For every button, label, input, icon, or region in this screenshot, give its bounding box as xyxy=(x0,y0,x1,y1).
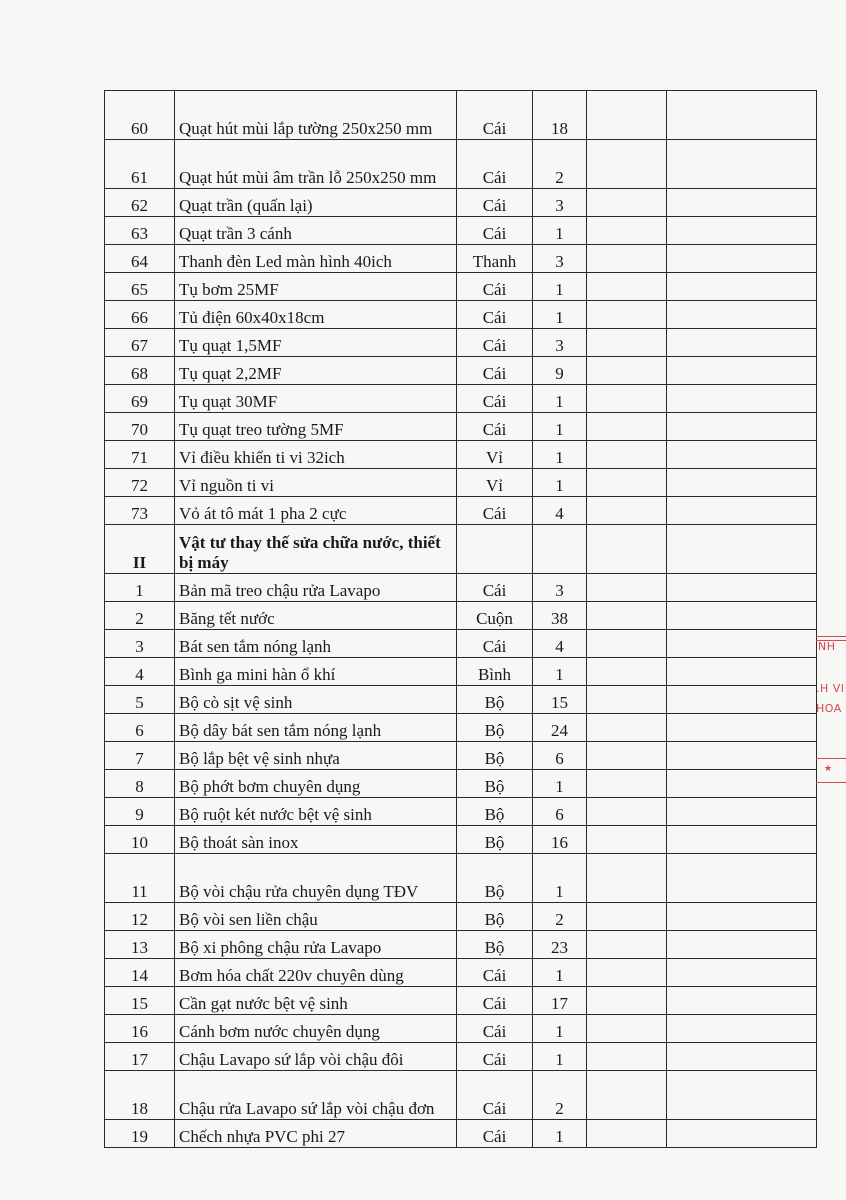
item-quantity: 1 xyxy=(533,1015,587,1043)
row-number: 6 xyxy=(105,714,175,742)
table-row xyxy=(105,630,817,658)
item-name: Bình ga mini hàn ổ khí xyxy=(175,658,457,686)
table-row xyxy=(105,140,817,189)
item-name: Bộ dây bát sen tắm nóng lạnh xyxy=(175,714,457,742)
item-quantity: 4 xyxy=(533,630,587,658)
table-row xyxy=(105,826,817,854)
row-number: 62 xyxy=(105,189,175,217)
item-unit: Bình xyxy=(457,658,533,686)
item-name: Bộ xi phông chậu rửa Lavapo xyxy=(175,931,457,959)
table-row xyxy=(105,385,817,413)
empty-cell xyxy=(587,413,667,441)
row-number: 13 xyxy=(105,931,175,959)
item-unit: Cái xyxy=(457,385,533,413)
empty-cell xyxy=(587,385,667,413)
item-unit: Cuộn xyxy=(457,602,533,630)
empty-cell xyxy=(587,987,667,1015)
table-row xyxy=(105,903,817,931)
item-unit: Cái xyxy=(457,189,533,217)
item-unit: Bộ xyxy=(457,826,533,854)
empty-cell xyxy=(587,1120,667,1148)
row-number: 65 xyxy=(105,273,175,301)
empty-cell xyxy=(587,770,667,798)
item-quantity: 24 xyxy=(533,714,587,742)
item-name: Quạt trần 3 cánh xyxy=(175,217,457,245)
row-number: 7 xyxy=(105,742,175,770)
table-row xyxy=(105,959,817,987)
item-name: Bản mã treo chậu rửa Lavapo xyxy=(175,574,457,602)
table-row xyxy=(105,574,817,602)
materials-table-body xyxy=(105,91,817,1148)
item-quantity: 3 xyxy=(533,574,587,602)
row-number: II xyxy=(105,525,175,574)
row-number: 4 xyxy=(105,658,175,686)
item-unit: Bộ xyxy=(457,798,533,826)
table-row xyxy=(105,189,817,217)
empty-cell xyxy=(667,140,817,189)
table-row xyxy=(105,658,817,686)
row-number: 11 xyxy=(105,854,175,903)
empty-cell xyxy=(587,91,667,140)
empty-cell xyxy=(587,931,667,959)
item-quantity: 6 xyxy=(533,798,587,826)
empty-cell xyxy=(587,497,667,525)
item-quantity: 1 xyxy=(533,441,587,469)
item-name: Bộ cò sịt vệ sinh xyxy=(175,686,457,714)
item-unit: Cái xyxy=(457,140,533,189)
table-row xyxy=(105,1071,817,1120)
item-name: Bộ phớt bơm chuyên dụng xyxy=(175,770,457,798)
item-unit: Bộ xyxy=(457,770,533,798)
row-number: 64 xyxy=(105,245,175,273)
empty-cell xyxy=(667,385,817,413)
item-quantity: 16 xyxy=(533,826,587,854)
item-name: Cánh bơm nước chuyên dụng xyxy=(175,1015,457,1043)
row-number: 16 xyxy=(105,1015,175,1043)
item-quantity: 1 xyxy=(533,413,587,441)
empty-cell xyxy=(667,91,817,140)
empty-cell xyxy=(667,686,817,714)
item-name: Quạt hút mùi lắp tường 250x250 mm xyxy=(175,91,457,140)
empty-cell xyxy=(587,686,667,714)
item-quantity: 17 xyxy=(533,987,587,1015)
empty-cell xyxy=(587,714,667,742)
table-row xyxy=(105,273,817,301)
row-number: 12 xyxy=(105,903,175,931)
empty-cell xyxy=(667,903,817,931)
table-row xyxy=(105,91,817,140)
empty-cell xyxy=(587,469,667,497)
empty-cell xyxy=(667,714,817,742)
row-number: 66 xyxy=(105,301,175,329)
item-unit: Cái xyxy=(457,959,533,987)
row-number: 19 xyxy=(105,1120,175,1148)
empty-cell xyxy=(587,826,667,854)
item-unit: Vỉ xyxy=(457,441,533,469)
empty-cell xyxy=(587,357,667,385)
item-name: Vật tư thay thế sửa chữa nước, thiết bị máy xyxy=(175,525,457,574)
row-number: 63 xyxy=(105,217,175,245)
item-quantity: 18 xyxy=(533,91,587,140)
item-name: Vỉ điều khiển ti vi 32ich xyxy=(175,441,457,469)
item-name: Thanh đèn Led màn hình 40ich xyxy=(175,245,457,273)
empty-cell xyxy=(667,602,817,630)
red-stamp-fragment xyxy=(806,630,845,800)
item-name: Chậu Lavapo sứ lắp vòi chậu đôi xyxy=(175,1043,457,1071)
item-name: Tụ bơm 25MF xyxy=(175,273,457,301)
item-unit xyxy=(457,525,533,574)
item-name: Tụ quạt 2,2MF xyxy=(175,357,457,385)
item-quantity: 1 xyxy=(533,959,587,987)
item-name: Quạt trần (quấn lại) xyxy=(175,189,457,217)
empty-cell xyxy=(587,525,667,574)
empty-cell xyxy=(667,1043,817,1071)
item-unit: Cái xyxy=(457,357,533,385)
table-row xyxy=(105,602,817,630)
row-number: 5 xyxy=(105,686,175,714)
item-name: Bộ vòi sen liền chậu xyxy=(175,903,457,931)
item-unit: Cái xyxy=(457,91,533,140)
empty-cell xyxy=(667,329,817,357)
item-quantity: 2 xyxy=(533,1071,587,1120)
item-quantity: 3 xyxy=(533,245,587,273)
item-unit: Cái xyxy=(457,329,533,357)
empty-cell xyxy=(587,574,667,602)
row-number: 9 xyxy=(105,798,175,826)
empty-cell xyxy=(667,854,817,903)
empty-cell xyxy=(667,413,817,441)
empty-cell xyxy=(587,959,667,987)
empty-cell xyxy=(667,497,817,525)
item-quantity: 1 xyxy=(533,854,587,903)
table-row xyxy=(105,357,817,385)
table-row xyxy=(105,798,817,826)
table-row xyxy=(105,329,817,357)
section-row xyxy=(105,525,817,574)
empty-cell xyxy=(587,329,667,357)
empty-cell xyxy=(587,1043,667,1071)
empty-cell xyxy=(667,469,817,497)
empty-cell xyxy=(667,931,817,959)
item-unit: Thanh xyxy=(457,245,533,273)
table-row xyxy=(105,497,817,525)
item-unit: Cái xyxy=(457,497,533,525)
item-quantity: 1 xyxy=(533,273,587,301)
row-number: 14 xyxy=(105,959,175,987)
empty-cell xyxy=(667,798,817,826)
item-unit: Cái xyxy=(457,1015,533,1043)
table-row xyxy=(105,441,817,469)
empty-cell xyxy=(587,1071,667,1120)
empty-cell xyxy=(587,273,667,301)
row-number: 8 xyxy=(105,770,175,798)
item-quantity: 1 xyxy=(533,469,587,497)
empty-cell xyxy=(667,217,817,245)
table-row xyxy=(105,1015,817,1043)
table-row xyxy=(105,217,817,245)
empty-cell xyxy=(667,525,817,574)
item-quantity: 2 xyxy=(533,140,587,189)
row-number: 69 xyxy=(105,385,175,413)
empty-cell xyxy=(587,189,667,217)
item-quantity: 1 xyxy=(533,217,587,245)
row-number: 68 xyxy=(105,357,175,385)
empty-cell xyxy=(587,854,667,903)
empty-cell xyxy=(587,742,667,770)
empty-cell xyxy=(667,245,817,273)
empty-cell xyxy=(667,770,817,798)
table-row xyxy=(105,714,817,742)
empty-cell xyxy=(667,826,817,854)
item-quantity: 3 xyxy=(533,329,587,357)
item-quantity: 1 xyxy=(533,658,587,686)
item-unit: Bộ xyxy=(457,903,533,931)
item-name: Vỉ nguồn ti vi xyxy=(175,469,457,497)
item-unit: Cái xyxy=(457,630,533,658)
item-name: Chếch nhựa PVC phi 27 xyxy=(175,1120,457,1148)
item-unit: Cái xyxy=(457,1043,533,1071)
empty-cell xyxy=(667,1120,817,1148)
empty-cell xyxy=(587,140,667,189)
empty-cell xyxy=(667,357,817,385)
item-quantity: 1 xyxy=(533,1043,587,1071)
empty-cell xyxy=(667,1015,817,1043)
item-unit: Bộ xyxy=(457,854,533,903)
item-name: Tụ quạt 30MF xyxy=(175,385,457,413)
empty-cell xyxy=(667,987,817,1015)
empty-cell xyxy=(587,1015,667,1043)
item-quantity: 3 xyxy=(533,189,587,217)
item-name: Bộ ruột két nước bệt vệ sinh xyxy=(175,798,457,826)
table-row xyxy=(105,245,817,273)
item-quantity: 38 xyxy=(533,602,587,630)
item-quantity: 1 xyxy=(533,770,587,798)
table-row xyxy=(105,686,817,714)
stamp-star-icon: ★ xyxy=(824,764,833,774)
item-name: Bộ lắp bệt vệ sinh nhựa xyxy=(175,742,457,770)
empty-cell xyxy=(587,217,667,245)
item-quantity: 15 xyxy=(533,686,587,714)
item-quantity: 2 xyxy=(533,903,587,931)
row-number: 71 xyxy=(105,441,175,469)
item-name: Bộ thoát sàn inox xyxy=(175,826,457,854)
empty-cell xyxy=(587,658,667,686)
table-row xyxy=(105,413,817,441)
item-unit: Cái xyxy=(457,217,533,245)
item-quantity: 1 xyxy=(533,385,587,413)
empty-cell xyxy=(667,574,817,602)
row-number: 60 xyxy=(105,91,175,140)
item-unit: Cái xyxy=(457,574,533,602)
item-quantity: 6 xyxy=(533,742,587,770)
stamp-text-2: .H VI xyxy=(816,682,845,695)
item-unit: Bộ xyxy=(457,931,533,959)
item-name: Bát sen tắm nóng lạnh xyxy=(175,630,457,658)
item-name: Cần gạt nước bệt vệ sinh xyxy=(175,987,457,1015)
empty-cell xyxy=(667,189,817,217)
table-row xyxy=(105,742,817,770)
item-name: Chậu rửa Lavapo sứ lắp vòi chậu đơn xyxy=(175,1071,457,1120)
item-unit: Vỉ xyxy=(457,469,533,497)
table-row xyxy=(105,301,817,329)
item-quantity xyxy=(533,525,587,574)
row-number: 67 xyxy=(105,329,175,357)
empty-cell xyxy=(587,798,667,826)
row-number: 2 xyxy=(105,602,175,630)
empty-cell xyxy=(587,301,667,329)
item-unit: Cái xyxy=(457,413,533,441)
row-number: 15 xyxy=(105,987,175,1015)
empty-cell xyxy=(667,630,817,658)
stamp-text-3: HOA xyxy=(816,702,842,715)
item-unit: Cái xyxy=(457,1071,533,1120)
item-name: Bơm hóa chất 220v chuyên dùng xyxy=(175,959,457,987)
item-name: Tụ quạt 1,5MF xyxy=(175,329,457,357)
item-unit: Cái xyxy=(457,987,533,1015)
empty-cell xyxy=(587,245,667,273)
item-name: Bộ vòi chậu rửa chuyên dụng TĐV xyxy=(175,854,457,903)
item-name: Tụ quạt treo tường 5MF xyxy=(175,413,457,441)
item-quantity: 1 xyxy=(533,301,587,329)
empty-cell xyxy=(667,658,817,686)
empty-cell xyxy=(667,742,817,770)
item-quantity: 9 xyxy=(533,357,587,385)
row-number: 72 xyxy=(105,469,175,497)
row-number: 73 xyxy=(105,497,175,525)
table-row xyxy=(105,931,817,959)
row-number: 18 xyxy=(105,1071,175,1120)
materials-table xyxy=(104,90,817,1148)
item-quantity: 1 xyxy=(533,1120,587,1148)
table-row xyxy=(105,854,817,903)
item-unit: Cái xyxy=(457,273,533,301)
item-name: Băng tết nước xyxy=(175,602,457,630)
item-unit: Cái xyxy=(457,301,533,329)
empty-cell xyxy=(587,630,667,658)
item-unit: Cái xyxy=(457,1120,533,1148)
item-name: Tủ điện 60x40x18cm xyxy=(175,301,457,329)
empty-cell xyxy=(667,273,817,301)
row-number: 17 xyxy=(105,1043,175,1071)
item-name: Quạt hút mùi âm trần lỗ 250x250 mm xyxy=(175,140,457,189)
row-number: 70 xyxy=(105,413,175,441)
item-quantity: 23 xyxy=(533,931,587,959)
table-row xyxy=(105,987,817,1015)
empty-cell xyxy=(667,959,817,987)
empty-cell xyxy=(587,903,667,931)
item-name: Vỏ át tô mát 1 pha 2 cực xyxy=(175,497,457,525)
empty-cell xyxy=(587,441,667,469)
empty-cell xyxy=(667,301,817,329)
stamp-text-1: NH xyxy=(818,640,836,653)
table-row xyxy=(105,469,817,497)
row-number: 10 xyxy=(105,826,175,854)
table-row xyxy=(105,770,817,798)
table-row xyxy=(105,1120,817,1148)
row-number: 3 xyxy=(105,630,175,658)
table-row xyxy=(105,1043,817,1071)
item-quantity: 4 xyxy=(533,497,587,525)
empty-cell xyxy=(587,602,667,630)
empty-cell xyxy=(667,1071,817,1120)
item-unit: Bộ xyxy=(457,714,533,742)
row-number: 61 xyxy=(105,140,175,189)
item-unit: Bộ xyxy=(457,742,533,770)
row-number: 1 xyxy=(105,574,175,602)
empty-cell xyxy=(667,441,817,469)
item-unit: Bộ xyxy=(457,686,533,714)
